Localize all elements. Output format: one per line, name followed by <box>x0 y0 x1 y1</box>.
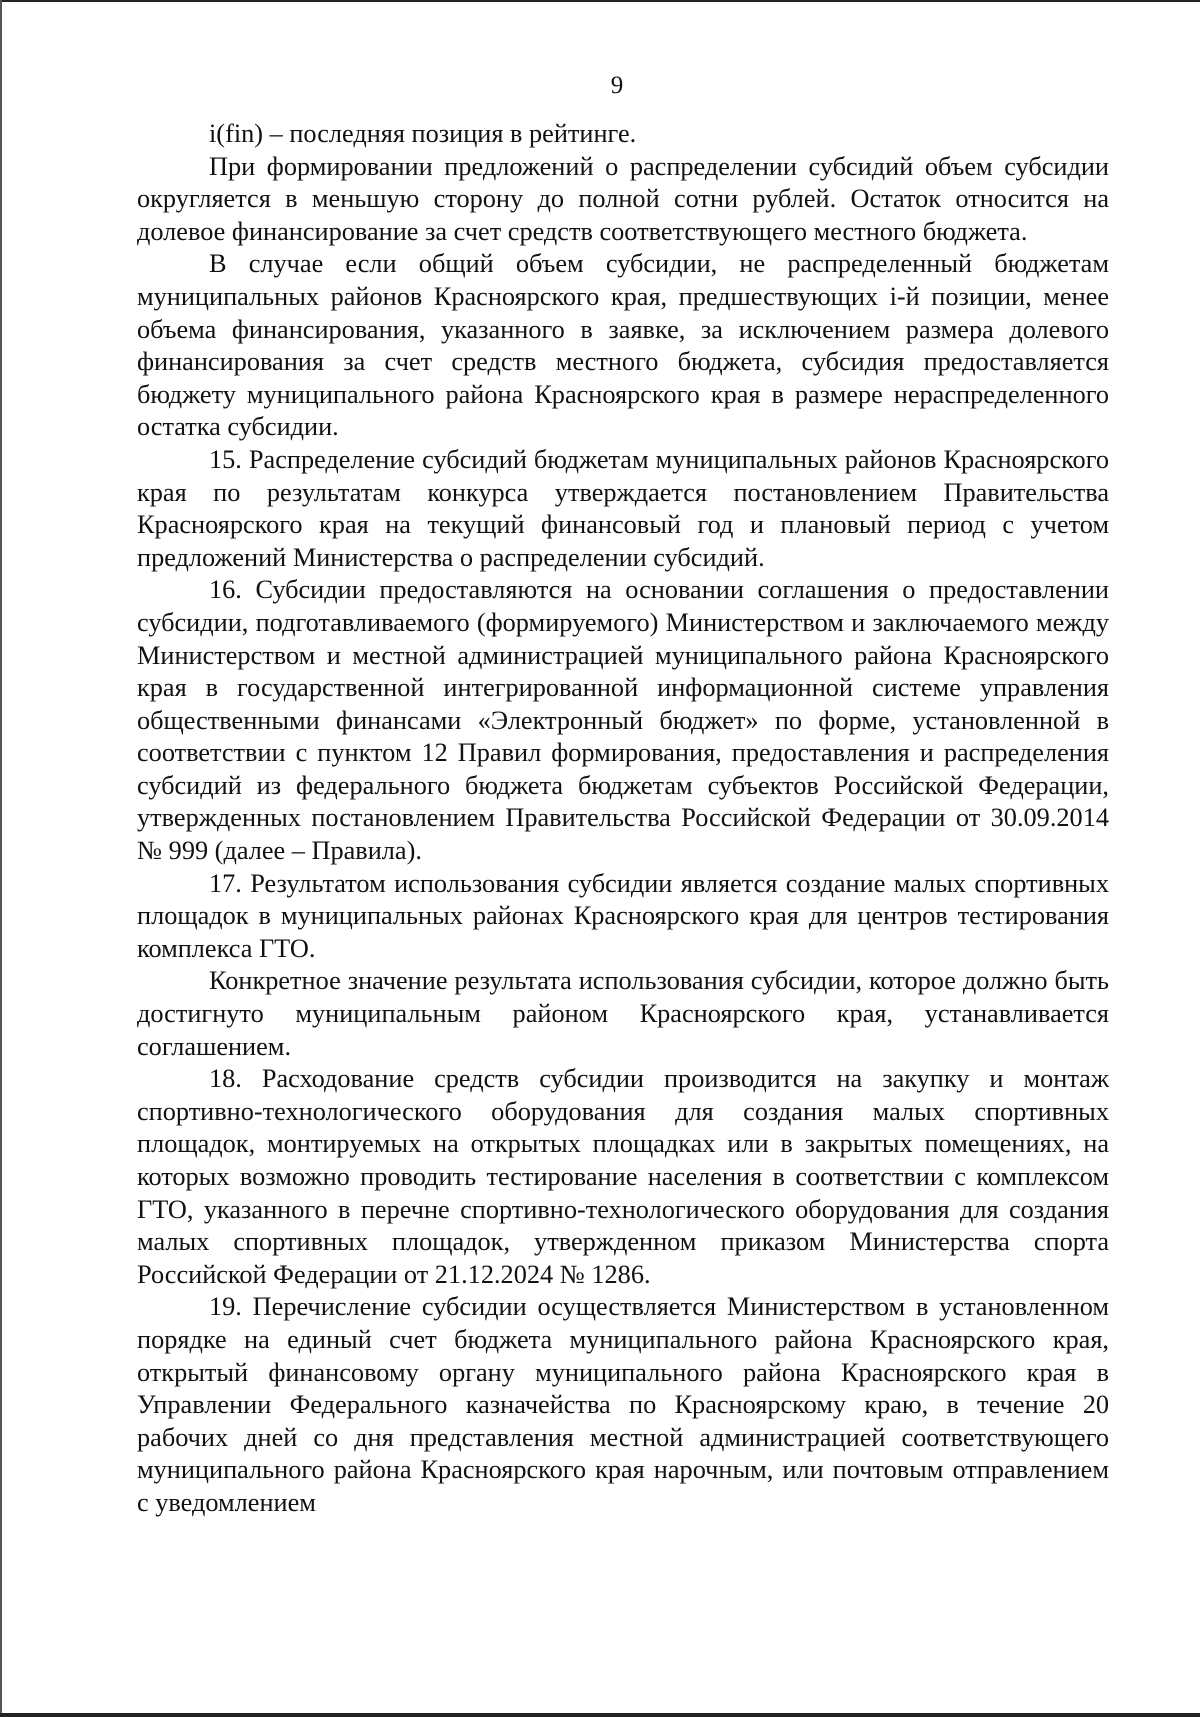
paragraph-remaining-subsidy: В случае если общий объем субсидии, не распределенный бюджетам муниципальных районов Красноярского края, предшествующих i-й позиции, менее объема финансирования, указанного в заявке, за исключением размера долевого финансирования за счет средств местного бюджета, субсидия предоставляется бюджету муниципального района Красноярского края в размере нераспределенного остатка субсидии. <box>137 249 1109 442</box>
scan-edge-top <box>0 0 1200 2</box>
paragraph-item-15: 15. Распределение субсидий бюджетам муниципальных районов Красноярского края по результатам конкурса утверждается постановлением Правительства Красноярского края на текущий финансовый год и плановый период с учетом предложений Министерства о распределении субсидий. <box>137 444 1109 572</box>
scan-edge-left <box>0 0 2 1717</box>
paragraph-ifin-definition: i(fin) – последняя позиция в рейтинге. <box>209 119 637 148</box>
paragraph-item-17: 17. Результатом использования субсидии является создание малых спортивных площадок в муниципальных районах Красноярского края для центров тестирования комплекса ГТО. <box>137 868 1109 963</box>
paragraph-item-19: 19. Перечисление субсидии осуществляется Министерством в установленном порядке на единый счет бюджета муниципального района Красноярского края, открытый финансовому органу муниципального района Красноярского края в Управлении Федерального казначейства по Красноярскому краю, в течение 20 рабочих дней со дня представления местной администрацией соответствующего муниципального района Красноярского края нарочным, или почтовым отправлением с уведомлением <box>137 1292 1109 1517</box>
scan-edge-bottom <box>0 1713 1200 1717</box>
paragraph-result-value: Конкретное значение результата использования субсидии, которое должно быть достигнуто муниципальным районом Красноярского края, устанавливается соглашением. <box>137 966 1109 1061</box>
document-body <box>137 118 1109 1520</box>
paragraph-item-16: 16. Субсидии предоставляются на основании соглашения о предоставлении субсидии, подготавливаемого (формируемого) Министерством и заключаемого между Министерством и местной администрацией муниципального района Красноярского края в государственной интегрированной информационной системе управления общественными финансами «Электронный бюджет» по форме, установленной в соответствии с пунктом 12 Правил формирования, предоставления и распределения субсидий из федерального бюджета бюджетам субъектов Российской Федерации, утвержденных постановлением Правительства Российской Федерации от 30.09.2014 № 999 (далее – Правила). <box>137 575 1109 866</box>
paragraph-item-18: 18. Расходование средств субсидии производится на закупку и монтаж спортивно-технологического оборудования для создания малых спортивных площадок, монтируемых на открытых площадках или в закрытых помещениях, на которых возможно проводить тестирование населения в соответствии с комплексом ГТО, указанного в перечне спортивно-технологического оборудования для создания малых спортивных площадок, утвержденном приказом Министерства спорта Российской Федерации от 21.12.2024 № 1286. <box>137 1064 1109 1289</box>
page-number: 9 <box>610 72 624 99</box>
paragraph-rounding: При формировании предложений о распределении субсидий объем субсидии округляется в меньшую сторону до полной сотни рублей. Остаток относится на долевое финансирование за счет средств соответствующего местного бюджета. <box>137 151 1109 246</box>
